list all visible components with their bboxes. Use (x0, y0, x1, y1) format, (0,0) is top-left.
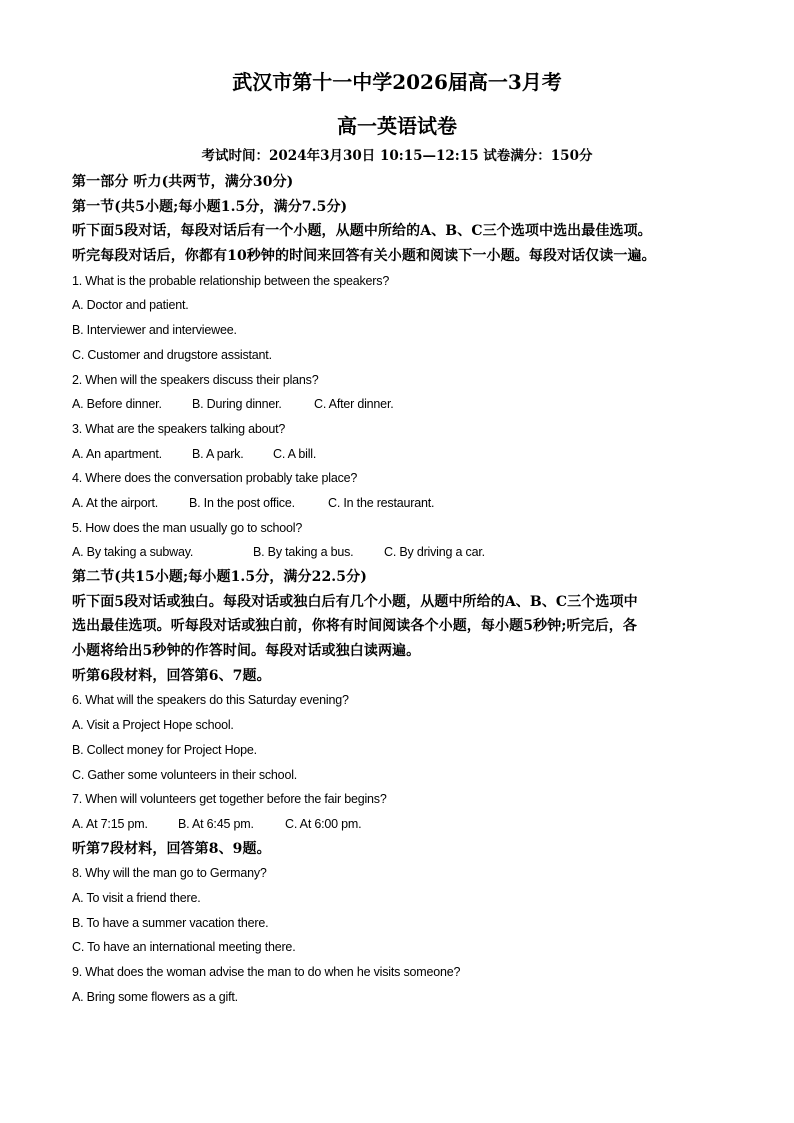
option-2c: C. After dinner. (314, 397, 394, 412)
option-7a: A. At 7:15 pm. (72, 816, 148, 831)
section1-instruction-line: 听下面5段对话，每段对话后有一个小题，从题中所给的A、B、C三个选项中选出最佳选项。 (72, 223, 652, 240)
question-stem-6: 6. What will the speakers do this Saturday evening? (72, 693, 349, 708)
option-4b: B. In the post office. (189, 495, 295, 510)
question-stem-4: 4. Where does the conversation probably take place? (72, 471, 358, 486)
section2-heading: 第二节(共15小题;每小题1.5分，满分22.5分) (72, 569, 367, 585)
option-4a: A. At the airport. (72, 495, 159, 510)
exam-content (72, 170, 732, 1009)
option-4c: C. In the restaurant. (328, 495, 435, 510)
question-stem-3: 3. What are the speakers talking about? (72, 421, 286, 436)
question-stem-9: 9. What does the woman advise the man to do when he visits someone? (72, 965, 461, 979)
section1-heading: 第一节(共5小题;每小题1.5分，满分7.5分) (72, 198, 348, 215)
part1-heading: 第一部分 听力(共两节，满分30分) (72, 174, 294, 190)
options-row-7 (72, 812, 732, 837)
exam-title: 武汉市第十一中学2026届高一3月考 (232, 70, 562, 94)
section2-instruction-line: 听下面5段对话或独白。每段对话或独白后有几个小题，从题中所给的A、B、C三个选项中 (72, 593, 638, 610)
material-6-heading: 听第6段材料，回答第6、7题。 (72, 667, 271, 684)
option-3b: B. A park. (192, 446, 244, 461)
option-7c: C. At 6:00 pm. (285, 816, 362, 831)
option-5a: A. By taking a subway. (72, 545, 194, 560)
option-1b: B. Interviewer and interviewee. (72, 323, 237, 338)
option-1c: C. Customer and drugstore assistant. (72, 347, 272, 362)
option-8b: B. To have a summer vacation there. (72, 915, 269, 930)
options-row-5 (72, 540, 732, 565)
option-6a: A. Visit a Project Hope school. (72, 718, 234, 733)
option-6b: B. Collect money for Project Hope. (72, 742, 257, 757)
option-8c: C. To have an international meeting there. (72, 940, 296, 955)
options-row-4 (72, 491, 732, 516)
option-2b: B. During dinner. (192, 397, 282, 412)
question-stem-1: 1. What is the probable relationship between the speakers? (72, 273, 390, 288)
question-stem-8: 8. Why will the man go to Germany? (72, 866, 267, 881)
option-6c: C. Gather some volunteers in their school. (72, 767, 298, 782)
section2-instruction-line: 小题将给出5秒钟的作答时间。每段对话或独白读两遍。 (72, 643, 421, 660)
option-1a: A. Doctor and patient. (72, 298, 189, 313)
question-stem-5: 5. How does the man usually go to school? (72, 520, 303, 535)
option-8a: A. To visit a friend there. (72, 890, 201, 905)
question-stem-7: 7. When will volunteers get together before the fair begins? (72, 792, 387, 807)
option-5c: C. By driving a car. (384, 545, 485, 560)
material-7-heading: 听第7段材料，回答第8、9题。 (72, 840, 271, 857)
option-3c: C. A bill. (273, 446, 317, 461)
options-row-2 (72, 392, 732, 417)
section1-instruction-line: 听完每段对话后，你都有10秒钟的时间来回答有关小题和阅读下一小题。每段对话仅读一遍。 (72, 248, 656, 265)
option-9a: A. Bring some flowers as a gift. (72, 989, 238, 1004)
option-3a: A. An apartment. (72, 446, 162, 461)
question-stem-2: 2. When will the speakers discuss their plans? (72, 372, 319, 387)
option-7b: B. At 6:45 pm. (178, 816, 254, 831)
exam-info: 考试时间：2024年3月30日 10:15—12:15 试卷满分：150分 (201, 148, 593, 164)
option-5b: B. By taking a bus. (253, 545, 354, 560)
exam-subtitle: 高一英语试卷 (337, 114, 457, 138)
section2-instruction-line: 选出最佳选项。听每段对话或独白前，你将有时间阅读各个小题，每小题5秒钟;听完后，各 (72, 618, 638, 635)
options-row-3 (72, 442, 732, 467)
option-2a: A. Before dinner. (72, 397, 162, 412)
